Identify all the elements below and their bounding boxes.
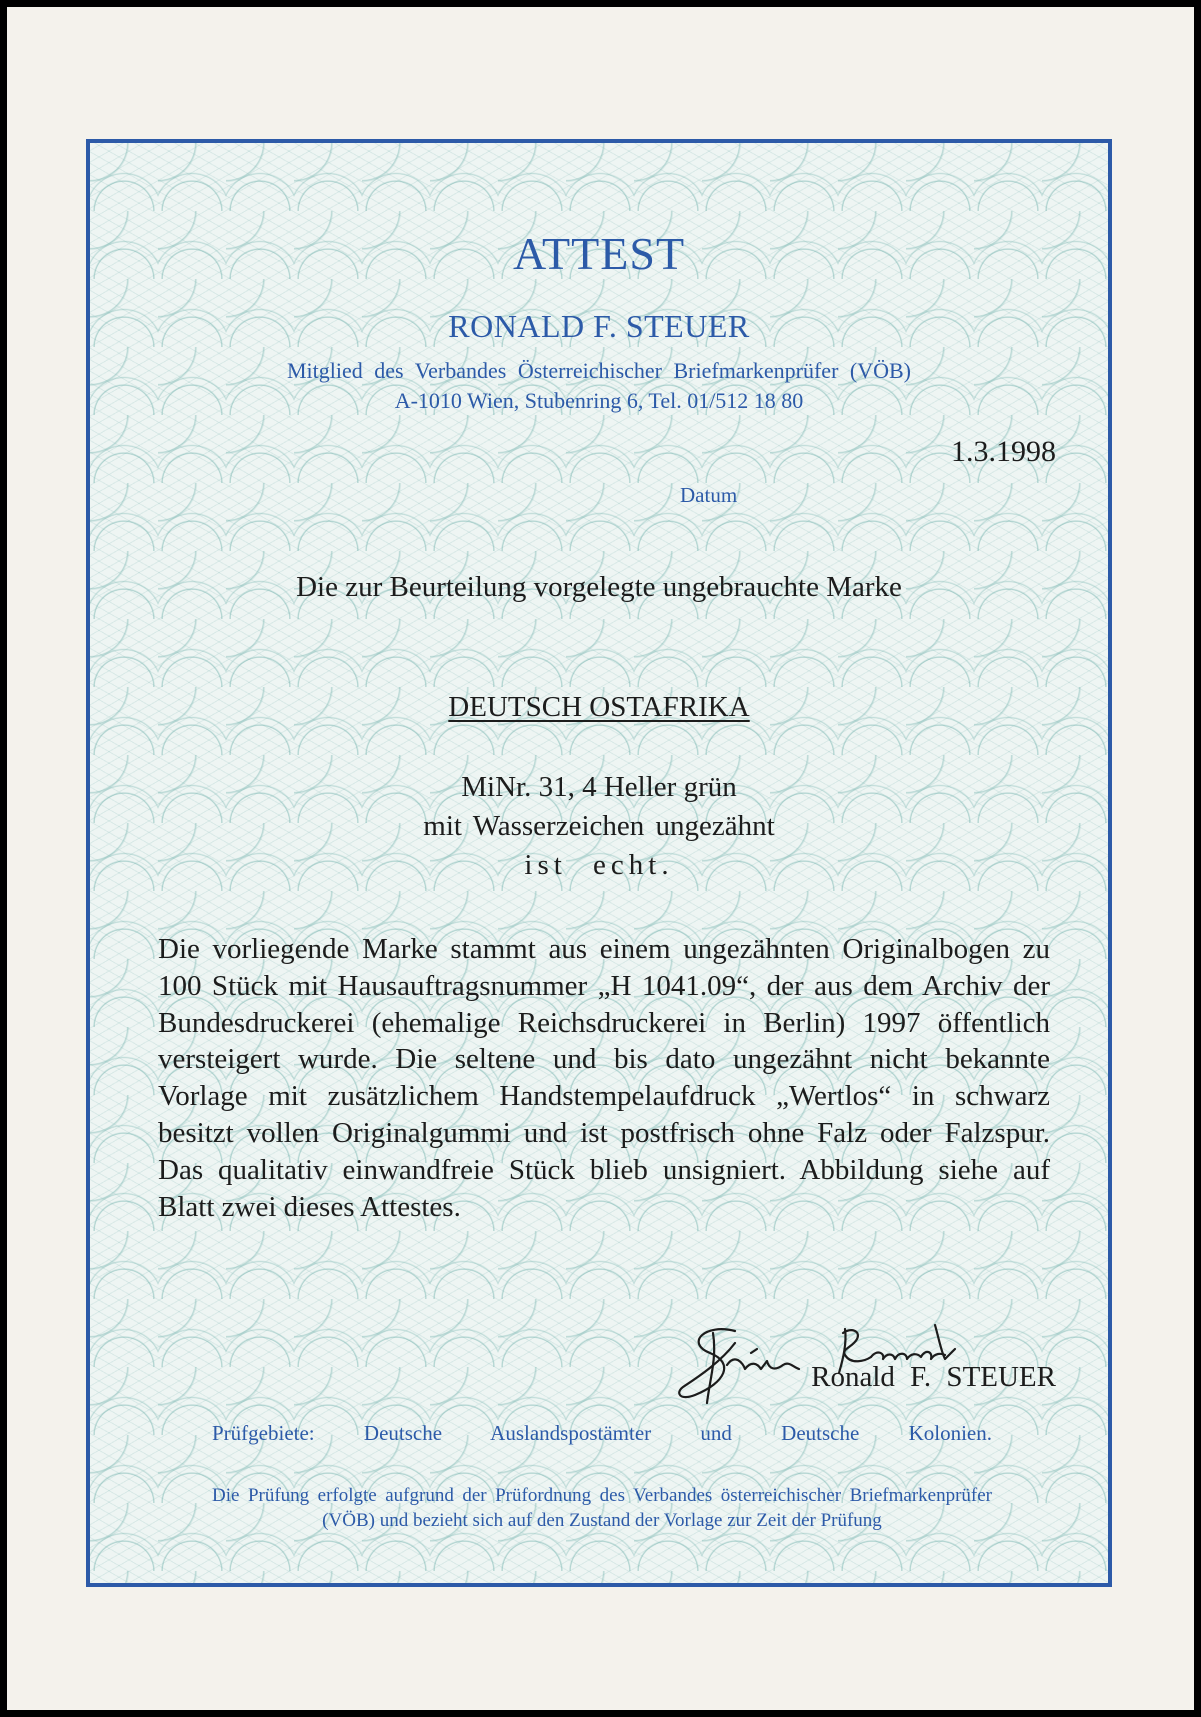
- examiner-name: RONALD F. STEUER: [448, 308, 750, 344]
- stamp-catalog-line: MiNr. 31, 4 Heller grün: [461, 771, 737, 803]
- certificate-panel: [86, 139, 1112, 1587]
- examination-rules-note: Die Prüfung erfolgte aufgrund der Prüfordnung des Verbandes österreichischer Briefmarkenprüfer (VÖB) und bezieht sich auf den Zustand der Vorlage zur Zeit der Prüfung: [212, 1485, 992, 1531]
- date-label: Datum: [680, 483, 738, 507]
- stamp-feature-line: mit Wasserzeichen ungezähnt: [423, 810, 775, 842]
- certificate-date: 1.3.1998: [951, 435, 1056, 468]
- country-heading: DEUTSCH OSTAFRIKA: [448, 691, 750, 723]
- handwritten-signature: [665, 1303, 995, 1413]
- address-line: A-1010 Wien, Stubenring 6, Tel. 01/512 18 80: [394, 388, 804, 413]
- intro-sentence: Die zur Beurteilung vorgelegte ungebrauchte Marke: [296, 571, 902, 603]
- membership-line: Mitglied des Verbandes Österreichischer Briefmarkenprüfer (VÖB): [287, 358, 911, 383]
- description-paragraph: Die vorliegende Marke stammt aus einem ungezähnten Originalbogen zu 100 Stück mit Hausauftragsnummer „H 1041.09“, der aus dem Archiv der Bundesdruckerei (ehemalige Reichsdruckerei in Berlin) 1997 öffentlich versteigert wurde. Die seltene und bis dato ungezähnt nicht bekannte Vorlage mit zusätzlichem Handstempelaufdruck „Wertlos“ in schwarz besitzt vollen Originalgummi und ist postfrisch ohne Falz oder Falzspur. Das qualitativ einwandfreie Stück blieb unsigniert. Abbildung siehe auf Blatt zwei dieses Attestes.: [158, 933, 1050, 1223]
- signer-name: Ronald F. STEUER: [811, 1361, 1056, 1393]
- examination-areas: Prüfgebiete: Deutsche Auslandspostämter und Deutsche Kolonien.: [212, 1421, 992, 1445]
- certificate-title: ATTEST: [512, 228, 686, 279]
- paper-sheet: [7, 7, 1194, 1710]
- verdict-line: ist echt.: [524, 849, 674, 881]
